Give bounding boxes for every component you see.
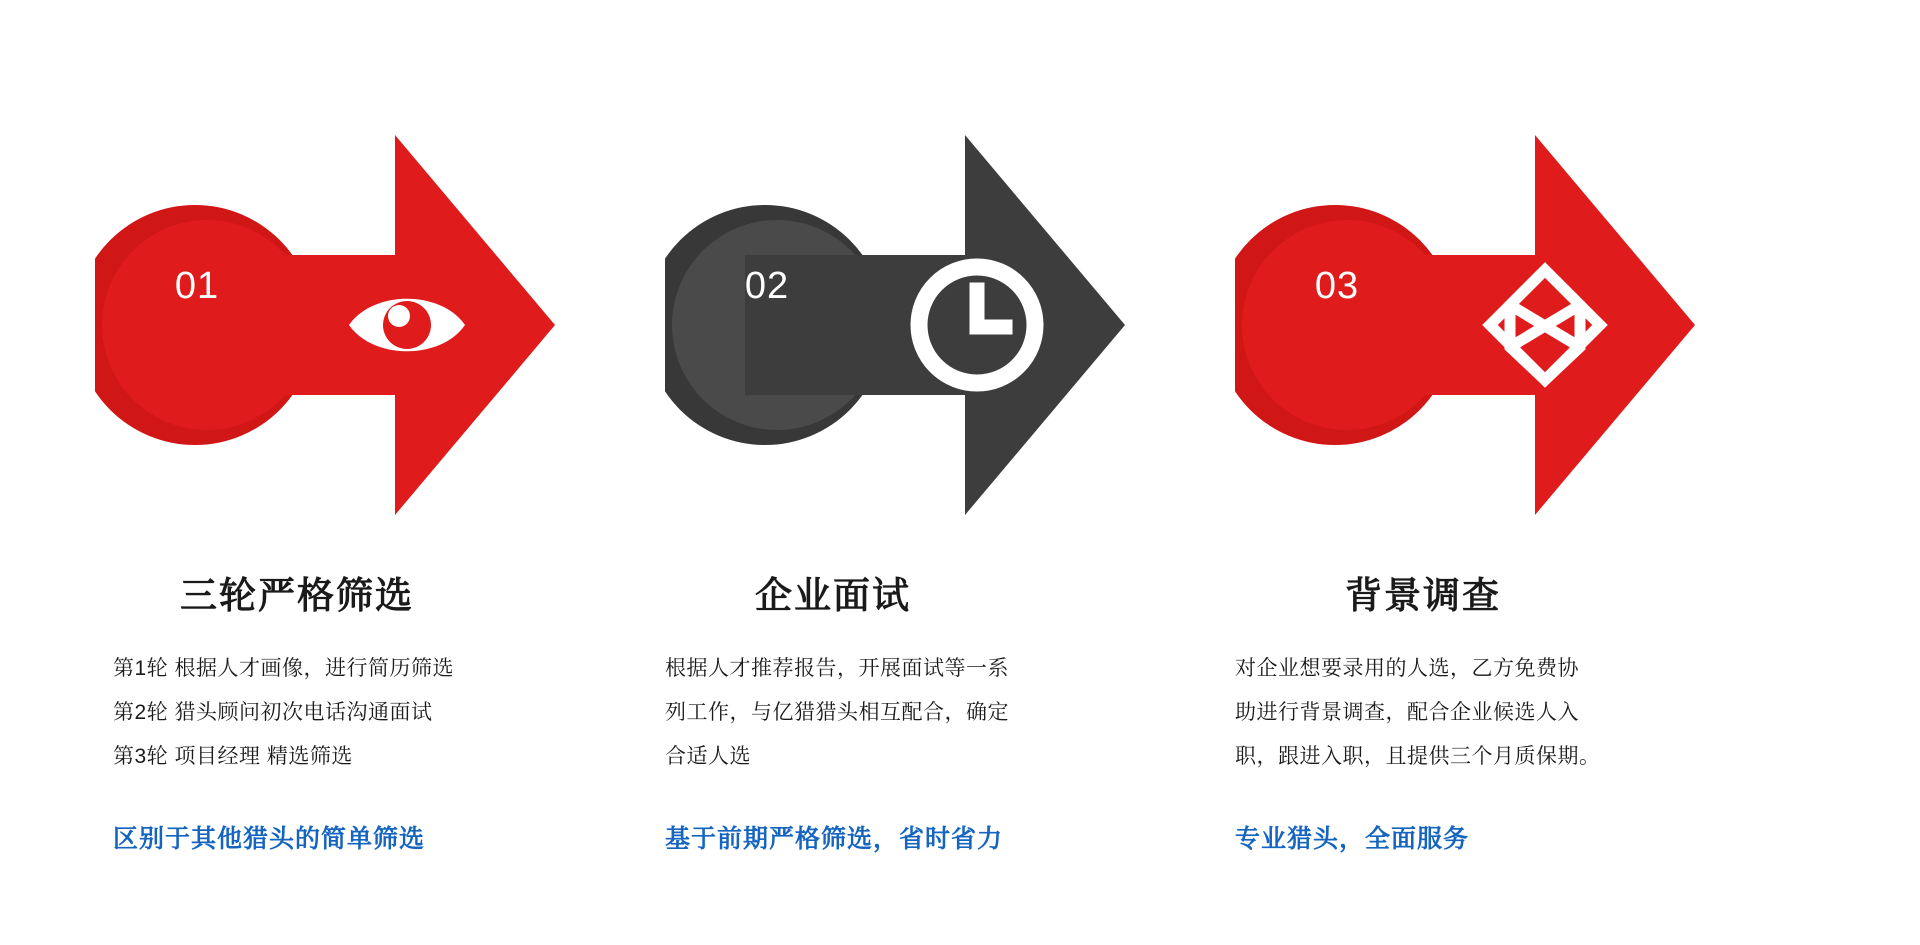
step-description-03 (1235, 647, 1735, 779)
desc-line: 助进行背景调查，配合企业候选人入 (1235, 701, 1579, 724)
desc-line: 对企业想要录用的人选，乙方免费协 (1235, 657, 1579, 680)
step-title-02: 企业面试 (755, 575, 911, 616)
step-graphic-02 (665, 125, 1225, 545)
step-description-01 (95, 647, 613, 779)
step-graphic-01 (95, 125, 655, 545)
desc-line: 根据人才推荐报告，开展面试等一系 (665, 657, 1009, 680)
step-card-01 (95, 0, 655, 945)
step-number-02: 02 (744, 265, 790, 307)
step-title-03: 背景调查 (1345, 575, 1501, 616)
arrow-shape-02 (665, 125, 1225, 545)
desc-line: 列工作，与亿猎猎头相互配合，确定 (665, 701, 1009, 724)
step-tagline-02: 基于前期严格筛选，省时省力 (665, 825, 1004, 853)
desc-line: 第1轮 根据人才画像，进行简历筛选 (113, 657, 455, 680)
arrow-body-02 (745, 135, 1125, 515)
step-card-03 (1235, 0, 1795, 945)
desc-line: 职，跟进入职，且提供三个月质保期。 (1235, 745, 1601, 768)
desc-line: 第2轮 猎头顾问初次电话沟通面试 (113, 701, 433, 724)
step-title-01: 三轮严格筛选 (180, 575, 414, 616)
arrow-shape-03 (1235, 125, 1795, 545)
step-number-03: 03 (1314, 265, 1360, 307)
step-graphic-03 (1235, 125, 1795, 545)
step-description-02 (665, 647, 1155, 779)
arrow-shape-01 (95, 125, 655, 545)
step-card-02 (665, 0, 1225, 945)
step-number-01: 01 (174, 265, 220, 307)
desc-line: 第3轮 项目经理 精选筛选 (113, 745, 353, 768)
step-tagline-01: 区别于其他猎头的简单筛选 (113, 825, 426, 853)
step-tagline-03: 专业猎头，全面服务 (1235, 825, 1470, 853)
desc-line: 合适人选 (665, 745, 751, 768)
